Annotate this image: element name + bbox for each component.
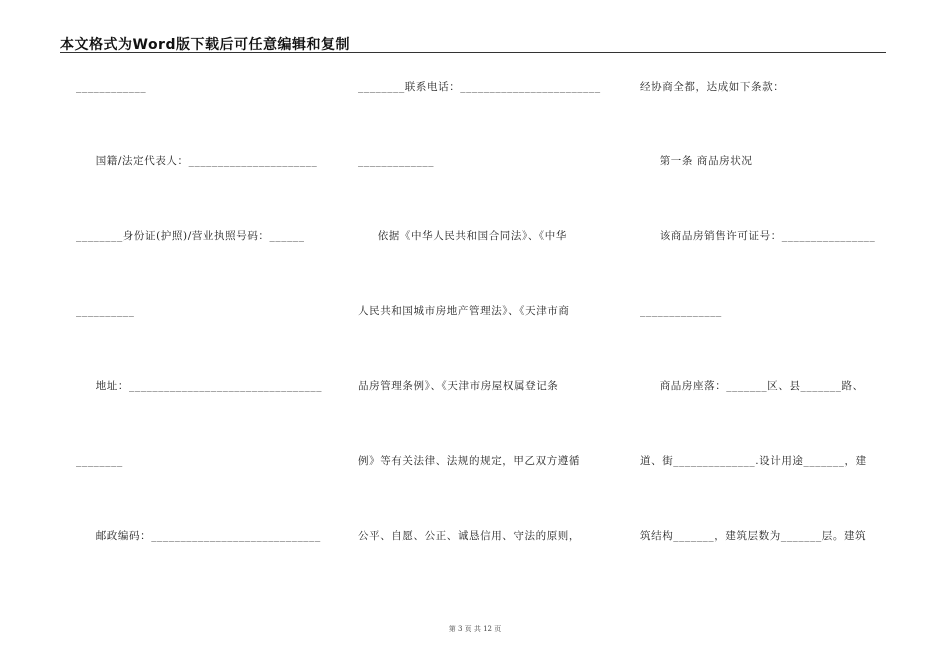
- text-line: 道、街______________.设计用途_______，建: [640, 455, 867, 467]
- page-number-footer: 第 3 页 共 12 页: [448, 625, 502, 633]
- text-line: 商品房座落：_______区、县_______路、: [640, 380, 864, 392]
- text-line: 国籍/法定代表人：______________________: [76, 155, 318, 167]
- text-line: 经协商全都，达成如下条款：: [640, 81, 785, 93]
- text-line: ________联系电话：________________________: [358, 81, 601, 93]
- page-header-title: 本文格式为Word版下载后可任意编辑和复制: [60, 37, 350, 53]
- text-line: 第一条 商品房状况: [640, 155, 753, 167]
- text-line: _____________: [358, 155, 435, 167]
- text-line: 该商品房销售许可证号：________________: [640, 230, 876, 242]
- text-line: 依据《中华人民共和国合同法》、《中华: [358, 230, 567, 242]
- text-line: 例》等有关法律、法规的规定，甲乙双方遵循: [358, 455, 580, 467]
- text-line: ________: [76, 455, 123, 467]
- text-line: __________: [76, 305, 135, 317]
- text-line: 品房管理条例》、《天津市房屋权属登记条: [358, 380, 559, 392]
- text-line: ______________: [640, 305, 722, 317]
- text-line: 筑结构_______，建筑层数为_______层。建筑: [640, 530, 867, 542]
- text-line: 地址：_________________________________: [76, 380, 323, 392]
- header-divider: [60, 52, 886, 53]
- text-line: ____________: [76, 81, 147, 93]
- text-line: 公平、自愿、公正、诚恳信用、守法的原则，: [358, 530, 580, 542]
- text-line: 邮政编码：_____________________________: [76, 530, 321, 542]
- text-line: 人民共和国城市房地产管理法》、《天津市商: [358, 305, 570, 317]
- text-line: ________身份证(护照)/营业执照号码：______: [76, 230, 305, 242]
